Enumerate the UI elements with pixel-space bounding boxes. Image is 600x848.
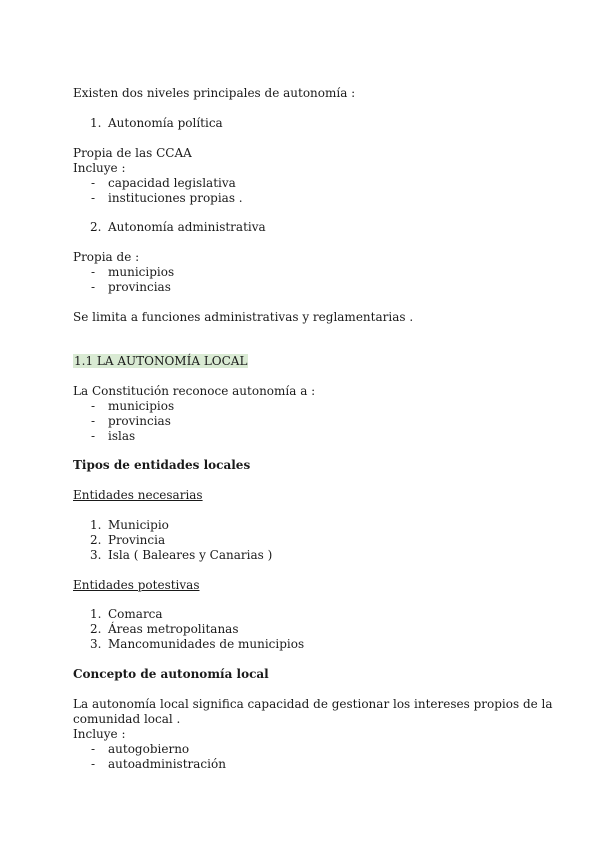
optional-entities-heading: Entidades potestivas: [73, 578, 200, 592]
list-item: Provincia: [108, 533, 166, 547]
entity-types-heading: Tipos de entidades locales: [73, 458, 251, 472]
list-number: 2.: [90, 622, 102, 636]
list-item: municipios: [108, 265, 175, 279]
list-item: Municipio: [108, 518, 169, 532]
list-item: instituciones propias .: [108, 191, 243, 205]
list-number: 2.: [90, 220, 102, 234]
dash-bullet: -: [91, 414, 96, 428]
list-number: 1.: [90, 607, 102, 621]
list-number: 1.: [90, 116, 102, 130]
includes-label: Incluye :: [73, 161, 126, 175]
dash-bullet: -: [91, 265, 96, 279]
list-item: Mancomunidades de municipios: [108, 637, 305, 651]
necessary-entities-heading: Entidades necesarias: [73, 488, 203, 502]
dash-bullet: -: [91, 757, 96, 771]
concept-text-line-2: comunidad local .: [73, 712, 181, 726]
dash-bullet: -: [91, 429, 96, 443]
dash-bullet: -: [91, 176, 96, 190]
includes-label: Incluye :: [73, 727, 126, 741]
list-item: islas: [108, 429, 136, 443]
dash-bullet: -: [91, 742, 96, 756]
list-item: Áreas metropolitanas: [108, 622, 239, 636]
section-heading-text: 1.1 LA AUTONOMÍA LOCAL: [74, 354, 248, 368]
list-item: municipios: [108, 399, 175, 413]
dash-bullet: -: [91, 399, 96, 413]
concept-text-line-1: La autonomía local significa capacidad de gestionar los intereses propios de la: [73, 697, 553, 711]
level-owner: Propia de las CCAA: [73, 146, 192, 160]
list-item: capacidad legislativa: [108, 176, 236, 190]
list-item: provincias: [108, 280, 171, 294]
section-heading: [73, 354, 248, 369]
list-item: autoadministración: [108, 757, 226, 771]
level-title-political: Autonomía política: [108, 116, 223, 130]
list-item: autogobierno: [108, 742, 190, 756]
list-item: provincias: [108, 414, 171, 428]
dash-bullet: -: [91, 191, 96, 205]
intro-text: Existen dos niveles principales de autonomía :: [73, 86, 356, 100]
list-item: Comarca: [108, 607, 163, 621]
list-number: 2.: [90, 533, 102, 547]
level-title-administrative: Autonomía administrativa: [108, 220, 266, 234]
list-number: 3.: [90, 637, 102, 651]
list-item: Isla ( Baleares y Canarias ): [108, 548, 273, 562]
limit-note: Se limita a funciones administrativas y reglamentarias .: [73, 310, 414, 324]
constitution-text: La Constitución reconoce autonomía a :: [73, 384, 316, 398]
dash-bullet: -: [91, 280, 96, 294]
list-number: 3.: [90, 548, 102, 562]
list-number: 1.: [90, 518, 102, 532]
concept-heading: Concepto de autonomía local: [73, 667, 269, 681]
level-owner: Propia de :: [73, 250, 140, 264]
